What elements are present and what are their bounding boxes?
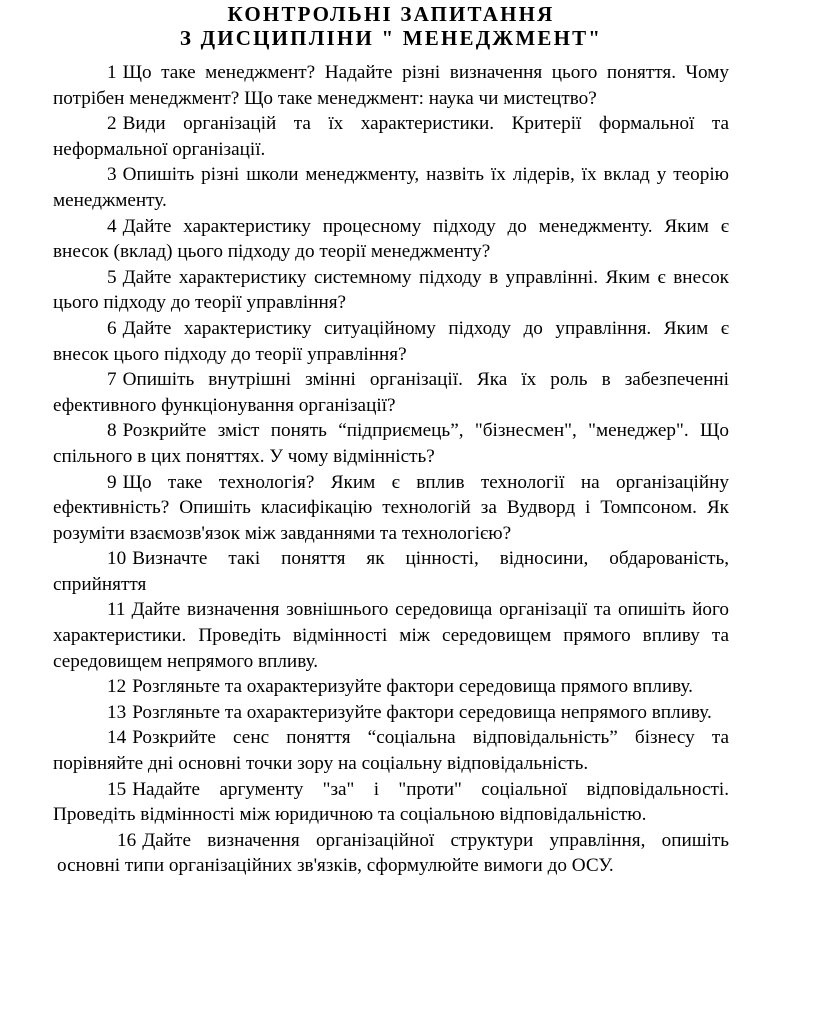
question-number: 5 (107, 266, 117, 288)
question-text: Дайте характеристику процесному підходу до менеджменту. Яким є внесок (вклад) цього підходу до теорії менеджменту? (53, 215, 729, 263)
question-number: 10 (107, 548, 127, 570)
question-text: Що таке менеджмент? Надайте різні визначення цього поняття. Чому потрібен менеджмент? Що таке менеджмент: наука чи мистецтво? (53, 62, 729, 109)
question-item (53, 60, 729, 111)
question-text: Дайте характеристику ситуаційному підходу до управління. Яким є внесок цього підходу до теорії управління? (53, 317, 729, 365)
question-text: Розкрийте сенс поняття “соціальна відповідальність” бізнесу та порівняйте дні основні точки зору на соціальну відповідальність. (53, 727, 729, 775)
question-item (53, 777, 729, 828)
question-item (53, 470, 729, 547)
question-item (53, 828, 729, 879)
question-number: 14 (107, 727, 127, 749)
question-text: Опишіть різні школи менеджменту, назвіть їх лідерів, їх вклад у теорію менеджменту. (53, 164, 729, 211)
question-number: 16 (117, 829, 137, 851)
question-number: 2 (107, 113, 117, 135)
question-text: Розгляньте та охарактеризуйте фактори середовища непрямого впливу. (132, 701, 712, 723)
question-number: 9 (107, 471, 117, 493)
question-text: Розгляньте та охарактеризуйте фактори середовища прямого впливу. (132, 676, 693, 698)
question-text: Дайте характеристику системному підходу в управлінні. Яким є внесок цього підходу до теорії управління? (53, 266, 729, 314)
question-item (53, 418, 729, 469)
question-text: Дайте визначення організаційної структури управління, опишіть основні типи організаційних зв'язків, сформулюйте вимоги до ОСУ. (57, 829, 729, 877)
title-line-2: З ДИСЦИПЛІНИ " МЕНЕДЖМЕНТ" (179, 26, 603, 50)
question-item (53, 674, 729, 700)
question-item (53, 367, 729, 418)
question-text: Види організацій та їх характеристики. Критерії формальної та неформальної організації. (53, 113, 729, 160)
title-line-1: КОНТРОЛЬНІ ЗАПИТАННЯ (227, 2, 555, 26)
question-text: Визначте такі поняття як цінності, відносини, обдарованість, сприйняття (53, 548, 729, 595)
question-item (53, 316, 729, 367)
question-number: 12 (107, 676, 127, 698)
question-number: 1 (107, 62, 117, 83)
question-item (53, 597, 729, 674)
question-number: 11 (107, 599, 126, 621)
question-number: 15 (107, 778, 127, 800)
question-text: Що таке технологія? Яким є вплив технології на організаційну ефективність? Опишіть класифікацію технологій за Вудворд і Томпсоном. Як розуміти взаємозв'язок між завданнями та технологією? (53, 471, 729, 544)
question-text: Надайте аргументу "за" і "проти" соціальної відповідальності. Проведіть відмінності між юридичною та соціальною відповідальністю. (53, 778, 729, 826)
question-number: 4 (107, 215, 117, 237)
question-item (53, 162, 729, 213)
question-number: 3 (107, 164, 117, 186)
question-text: Розкрийте зміст понять “підприємець”, "бізнесмен", "менеджер". Що спільного в цих поняттях. У чому відмінність? (53, 420, 729, 467)
question-item (53, 265, 729, 316)
question-text: Опишіть внутрішні змінні організації. Яка їх роль в забезпеченні ефективного функціонування організації? (53, 369, 729, 416)
question-text: Дайте визначення зовнішнього середовища організації та опишіть його характеристики. Проведіть відмінності між середовищем прямого впливу та середовищем непрямого впливу. (53, 599, 729, 672)
question-item (53, 700, 729, 726)
question-number: 6 (107, 317, 117, 339)
document-title (53, 2, 729, 50)
document-page (53, 0, 729, 879)
question-number: 8 (107, 420, 117, 442)
question-item (53, 546, 729, 597)
question-item (53, 111, 729, 162)
question-item (53, 214, 729, 265)
question-number: 13 (107, 701, 127, 723)
question-item (53, 725, 729, 776)
question-number: 7 (107, 369, 117, 391)
